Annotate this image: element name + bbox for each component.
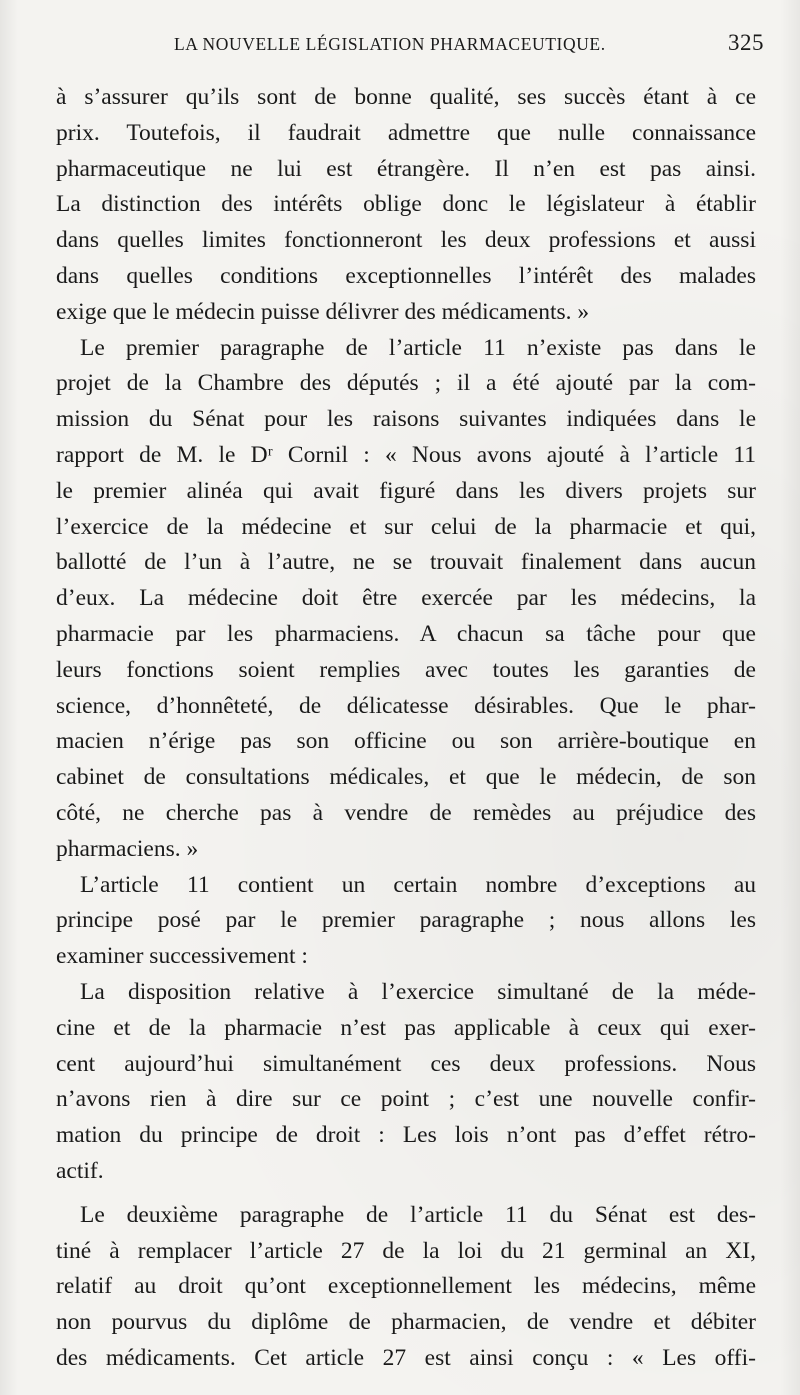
text-line: pharmacie par les pharmaciens. A chacun sa tâche pour que: [56, 620, 756, 647]
text-line: tiné à remplacer l’article 27 de la loi du 21 germinal an XI,: [56, 1237, 756, 1264]
text-line: La disposition relative à l’exercice simultané de la méde-: [80, 978, 756, 1005]
text-line: prix. Toutefois, il faudrait admettre que nulle connaissance: [56, 119, 756, 146]
text-line: non pourvus du diplôme de pharmacien, de vendre et débiter: [56, 1309, 756, 1336]
text-line: exige que le médecin puisse délivrer des médicaments. »: [56, 298, 590, 325]
text-line: principe posé par le premier paragraphe ; nous allons les: [56, 907, 756, 934]
text-line: dans quelles limites fonctionneront les deux professions et aussi: [56, 227, 756, 254]
text-line: dans quelles conditions exceptionnelles l’intérêt des malades: [56, 262, 756, 289]
text-line: Le deuxième paragraphe de l’article 11 du Sénat est des-: [80, 1201, 756, 1228]
text-line: le premier alinéa qui avait figuré dans les divers projets sur: [56, 477, 756, 504]
text-line: projet de la Chambre des députés ; il a été ajouté par la com-: [56, 370, 756, 397]
text-line: n’avons rien à dire sur ce point ; c’est une nouvelle confir-: [56, 1086, 756, 1113]
text-line: l’exercice de la médecine et sur celui de la pharmacie et qui,: [56, 513, 756, 540]
text-line: à s’assurer qu’ils sont de bonne qualité, ses succès étant à ce: [56, 84, 756, 110]
page-header: [64, 30, 764, 66]
text-line: ballotté de l’un à l’autre, ne se trouvait finalement dans aucun: [56, 549, 756, 576]
text-line: mission du Sénat pour les raisons suivantes indiquées dans le: [56, 406, 756, 433]
text-line: cine et de la pharmacie n’est pas applicable à ceux qui exer-: [56, 1014, 756, 1041]
text-line: macien n’érige pas son officine ou son arrière-boutique en: [56, 728, 756, 755]
text-line: leurs fonctions soient remplies avec toutes les garanties de: [56, 656, 756, 683]
page-number: 325: [728, 30, 764, 55]
text-line: des médicaments. Cet article 27 est ainsi conçu : « Les offi-: [56, 1344, 756, 1371]
text-line: d’eux. La médecine doit être exercée par les médecins, la: [56, 585, 756, 612]
text-line: rapport de M. le Dʳ Cornil : « Nous avons ajouté à l’article 11: [56, 441, 756, 468]
body-text: [56, 80, 756, 1377]
text-line: cabinet de consultations médicales, et que le médecin, de son: [56, 764, 756, 791]
paragraph-gap: [56, 1190, 756, 1198]
text-line: côté, ne cherche pas à vendre de remèdes au préjudice des: [56, 799, 756, 826]
text-line: actif.: [56, 1157, 104, 1184]
running-head: LA NOUVELLE LÉGISLATION PHARMACEUTIQUE.: [174, 34, 606, 54]
text-line: examiner successivement :: [56, 943, 308, 970]
text-line: science, d’honnêteté, de délicatesse désirables. Que le phar-: [56, 692, 756, 719]
text-line: pharmaceutique ne lui est étrangère. Il n’en est pas ainsi.: [56, 155, 756, 182]
text-line: mation du principe de droit : Les lois n’ont pas d’effet rétro-: [56, 1122, 756, 1149]
text-line: cent aujourd’hui simultanément ces deux professions. Nous: [56, 1050, 756, 1077]
text-line: Le premier paragraphe de l’article 11 n’existe pas dans le: [80, 334, 756, 361]
text-line: L’article 11 contient un certain nombre d’exceptions au: [80, 871, 756, 898]
text-line: La distinction des intérêts oblige donc le législateur à établir: [56, 191, 756, 218]
text-line: pharmaciens. »: [56, 835, 199, 862]
text-line: relatif au droit qu’ont exceptionnellement les médecins, même: [56, 1273, 756, 1300]
